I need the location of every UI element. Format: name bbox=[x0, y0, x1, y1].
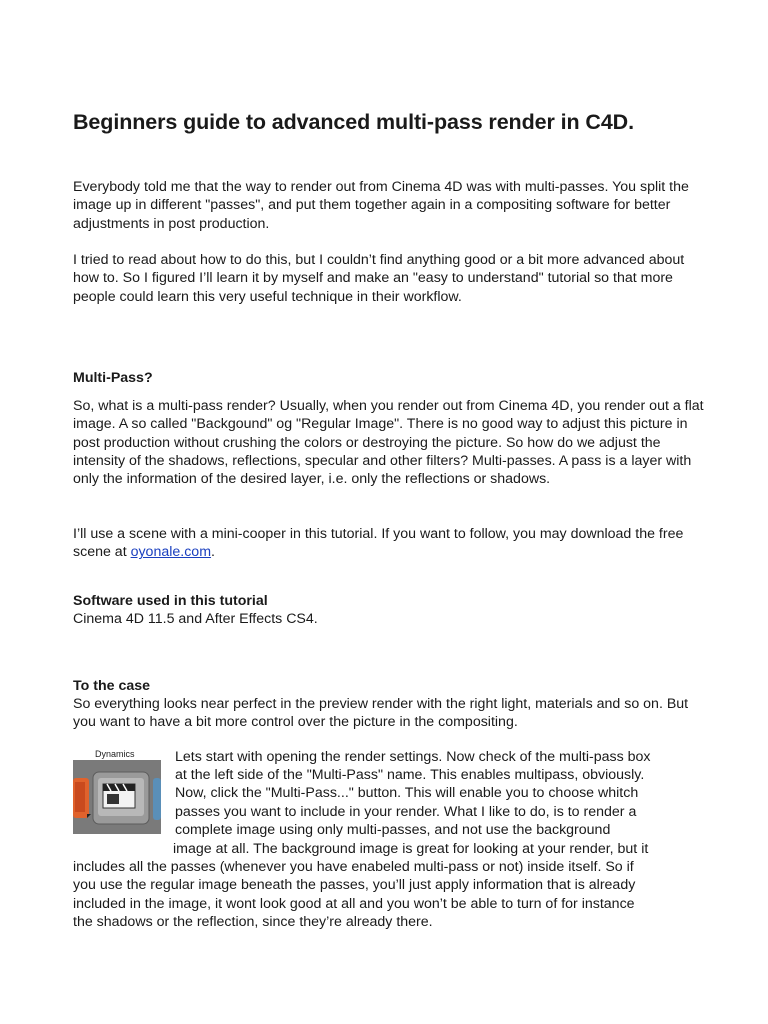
wrap-line: Now, click the "Multi-Pass..." button. This will enable you to choose whitch bbox=[175, 785, 639, 801]
render-settings-screenshot bbox=[73, 748, 161, 834]
scene-paragraph-end: . bbox=[211, 544, 215, 561]
software-text: Cinema 4D 11.5 and After Effects CS4. bbox=[73, 611, 318, 627]
case-paragraph: So everything looks near perfect in the preview render with the right light, materials and so on. But you want to have a bit more control over the picture in the compositing. bbox=[73, 696, 689, 731]
wrap-line: image at all. The background image is great for looking at your render, but it bbox=[173, 841, 649, 857]
continue-line: the shadows or the reflection, since they’re already there. bbox=[73, 914, 433, 930]
multipass-paragraph: So, what is a multi-pass render? Usually, when you render out from Cinema 4D, you render out a flat image. A so called "Backgound" og "Regular Image". There is no good way to adjust this picture in post production without crushing the colors or destroying the picture. So how do we adjust the intensity of the shadows, reflections, specular and other filters? Multi-passes. A pass is a layer with only the information of the desired layer, i.e. only the reflections or shadows. bbox=[73, 398, 704, 488]
oyonale-link[interactable]: oyonale.com bbox=[130, 544, 212, 561]
continue-line: included in the image, it wont look good at all and you won’t be able to turn of for instance bbox=[73, 896, 635, 912]
intro-paragraph-1: Everybody told me that the way to render out from Cinema 4D was with multi-passes. You split the image up in different "passes", and put them together again in a compositing software for better adjustments in post production. bbox=[73, 179, 689, 232]
section-heading-software: Software used in this tutorial bbox=[73, 593, 268, 609]
continue-line: includes all the passes (whenever you have enabeled multi-pass or not) inside itself. So if bbox=[73, 859, 634, 875]
continue-line: you use the regular image beneath the passes, you’ll just apply information that is already bbox=[73, 877, 636, 893]
wrap-line: Lets start with opening the render settings. Now check of the multi-pass box bbox=[175, 749, 651, 765]
page-title: Beginners guide to advanced multi-pass render in C4D. bbox=[73, 110, 634, 134]
wrap-line: passes you want to include in your render. What I like to do, is to render a bbox=[175, 804, 637, 820]
scene-paragraph-text: I’ll use a scene with a mini-cooper in this tutorial. If you want to follow, you may download the free scene at bbox=[73, 526, 684, 561]
thumbnail-label: Dynamics bbox=[95, 749, 135, 759]
wrap-line: at the left side of the "Multi-Pass" name. This enables multipass, obviously. bbox=[175, 767, 645, 783]
section-heading-case: To the case bbox=[73, 678, 151, 694]
scene-paragraph bbox=[73, 525, 713, 562]
intro-paragraph-2: I tried to read about how to do this, but I couldn’t find anything good or a bit more advanced about how to. So I figured I’ll learn it by myself and make an "easy to understand" tutorial so that more people could learn this very useful technique in their workflow. bbox=[73, 252, 685, 305]
wrap-line: complete image using only multi-passes, and not use the background bbox=[175, 822, 611, 838]
render-settings-thumbnail bbox=[73, 748, 161, 834]
section-heading-multipass: Multi-Pass? bbox=[73, 370, 153, 386]
